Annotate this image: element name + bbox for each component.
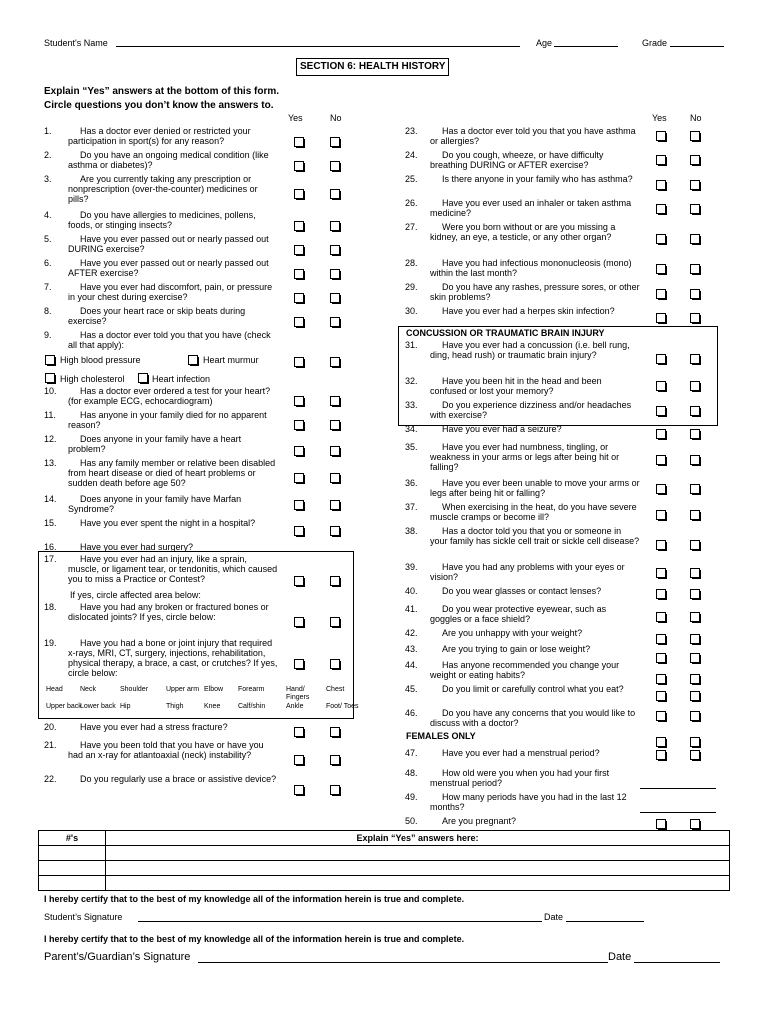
question-number: 11. — [44, 410, 56, 420]
parent-signature-field[interactable] — [198, 962, 608, 963]
no-checkbox[interactable] — [330, 755, 340, 765]
table-cell[interactable] — [39, 861, 106, 876]
question-text: Has a doctor told you that you or someone in your family has sickle cell trait or sickle cell disease? — [430, 526, 640, 546]
body-part-option[interactable]: Forearm — [238, 686, 265, 693]
question-text: Has a doctor ever told you that you have asthma or allergies? — [430, 126, 636, 146]
yes-checkbox[interactable] — [656, 204, 666, 214]
no-checkbox[interactable] — [690, 429, 700, 439]
question-text: Were you born without or are you missing a kidney, an eye, a testicle, or any other organ? — [430, 222, 616, 242]
question-number: 15. — [44, 518, 57, 528]
no-checkbox[interactable] — [330, 317, 340, 327]
question-number: 45. — [405, 684, 418, 694]
no-checkbox[interactable] — [330, 785, 340, 795]
question-number: 46. — [405, 708, 418, 718]
intro-line-1: Explain “Yes” answers at the bottom of this form. — [44, 86, 280, 97]
body-part-option[interactable]: Foot/ Toes — [326, 703, 359, 710]
question-text: Are you pregnant? — [442, 816, 517, 826]
yes-checkbox[interactable] — [294, 317, 304, 327]
table-row[interactable] — [39, 876, 730, 891]
parent-date-field[interactable] — [634, 962, 720, 963]
question-text: Is there anyone in your family who has asthma? — [442, 174, 633, 184]
body-part-option[interactable]: Ankle — [286, 703, 304, 710]
question-text: Do you regularly use a brace or assistive device? — [80, 774, 277, 784]
question-number: 32. — [405, 376, 418, 386]
question-number: 49. — [405, 792, 418, 802]
no-checkbox[interactable] — [690, 204, 700, 214]
question-text: How old were you when you had your first menstrual period? — [430, 768, 610, 788]
question-number: 17. — [44, 554, 57, 564]
question-number: 4. — [44, 210, 52, 220]
certify-statement-1: I hereby certify that to the best of my knowledge all of the information herein is true and complete. — [44, 894, 465, 904]
yes-checkbox[interactable] — [656, 313, 666, 323]
yes-checkbox[interactable] — [294, 785, 304, 795]
intro-line-2: Circle questions you don’t know the answers to. — [44, 100, 274, 111]
yes-checkbox[interactable] — [294, 500, 304, 510]
yes-checkbox[interactable] — [294, 221, 304, 231]
question-text: Do you wear protective eyewear, such as goggles or a face shield? — [430, 604, 607, 624]
yes-checkbox[interactable] — [656, 819, 666, 829]
question-text: Do you cough, wheeze, or have difficulty breathing DURING or AFTER exercise? — [430, 150, 604, 170]
question-text: Have you ever had a herpes skin infection? — [442, 306, 615, 316]
no-checkbox[interactable] — [330, 357, 340, 367]
question-text: Does anyone in your family have Marfan Syndrome? — [68, 494, 242, 514]
body-part-option[interactable]: Upper back — [46, 703, 82, 710]
no-checkbox[interactable] — [330, 446, 340, 456]
yes-checkbox[interactable] — [294, 727, 304, 737]
no-checkbox[interactable] — [330, 500, 340, 510]
question-text: Has a doctor ever ordered a test for your heart? (for example ECG, echocardiogram) — [68, 386, 271, 406]
no-checkbox[interactable] — [690, 234, 700, 244]
body-part-option[interactable]: Elbow — [204, 686, 224, 693]
yes-checkbox[interactable] — [294, 293, 304, 303]
question-text: Does your heart race or skip beats during exercise? — [68, 306, 246, 326]
question-text: Have you ever had a seizure? — [442, 424, 562, 434]
student-name-field[interactable] — [116, 46, 520, 47]
question-number: 18. — [44, 602, 57, 612]
no-checkbox[interactable] — [690, 750, 700, 760]
yes-checkbox[interactable] — [294, 245, 304, 255]
no-checkbox[interactable] — [690, 484, 700, 494]
yes-checkbox[interactable] — [656, 429, 666, 439]
question-text: Have you ever had surgery? — [80, 542, 194, 552]
heart-murmur-checkbox[interactable] — [188, 355, 198, 365]
question-number: 48. — [405, 768, 418, 778]
student-signature-label: Student’s Signature — [44, 912, 123, 922]
yes-checkbox[interactable] — [294, 357, 304, 367]
yes-checkbox[interactable] — [656, 484, 666, 494]
question-number: 33. — [405, 400, 418, 410]
no-checkbox[interactable] — [690, 131, 700, 141]
no-checkbox[interactable] — [690, 540, 700, 550]
question-text: Have you been told that you have or have you had an x-ray for atlantoaxial (neck) instability? — [68, 740, 264, 760]
body-part-option[interactable]: Thigh — [166, 703, 184, 710]
no-checkbox[interactable] — [690, 313, 700, 323]
body-part-option[interactable]: Hand/ Fingers — [286, 686, 310, 701]
no-checkbox[interactable] — [330, 137, 340, 147]
question-number: 20. — [44, 722, 57, 732]
question-number: 43. — [405, 644, 418, 654]
no-checkbox[interactable] — [690, 674, 700, 684]
body-part-option[interactable]: Lower back — [80, 703, 116, 710]
question-text: Have you ever passed out or nearly passed out DURING exercise? — [68, 234, 269, 254]
question-number: 6. — [44, 258, 52, 268]
body-part-option[interactable]: Hip — [120, 703, 131, 710]
yes-header-left: Yes — [288, 113, 303, 123]
explain-col-numbers: #'s — [39, 831, 106, 846]
no-checkbox[interactable] — [330, 161, 340, 171]
question-number: 23. — [405, 126, 418, 136]
question-text: Have you ever had a stress fracture? — [80, 722, 228, 732]
no-checkbox[interactable] — [330, 396, 340, 406]
yes-checkbox[interactable] — [656, 737, 666, 747]
yes-checkbox[interactable] — [294, 161, 304, 171]
no-checkbox[interactable] — [690, 264, 700, 274]
question-number: 35. — [405, 442, 418, 452]
question-text: Has a doctor ever denied or restricted your participation in sport(s) for any reason? — [68, 126, 251, 146]
question-text: Have you ever had a menstrual period? — [442, 748, 600, 758]
yes-header-right: Yes — [652, 113, 667, 123]
no-checkbox[interactable] — [690, 634, 700, 644]
age-field[interactable] — [554, 46, 618, 47]
no-checkbox[interactable] — [690, 455, 700, 465]
question-text: Do you wear glasses or contact lenses? — [442, 586, 602, 596]
yes-checkbox[interactable] — [294, 526, 304, 536]
no-checkbox[interactable] — [690, 819, 700, 829]
student-name-label: Student's Name — [44, 38, 108, 48]
yes-checkbox[interactable] — [656, 711, 666, 721]
question-text: Are you currently taking any prescription or nonprescription (over-the-counter) medicines or pills? — [68, 174, 258, 204]
question-number: 16. — [44, 542, 57, 552]
section-title: SECTION 6: HEALTH HISTORY — [296, 58, 449, 76]
no-checkbox[interactable] — [690, 589, 700, 599]
question-text: Do you have allergies to medicines, pollens, foods, or stinging insects? — [68, 210, 256, 230]
concussion-header: CONCUSSION OR TRAUMATIC BRAIN INJURY — [406, 328, 605, 338]
question-number: 2. — [44, 150, 52, 160]
high-bp-label: High blood pressure — [60, 355, 141, 365]
yes-checkbox[interactable] — [294, 189, 304, 199]
question-text: Do you have an ongoing medical condition (like asthma or diabetes)? — [68, 150, 269, 170]
yes-checkbox[interactable] — [656, 510, 666, 520]
grade-label: Grade — [642, 38, 668, 48]
no-checkbox[interactable] — [330, 269, 340, 279]
table-cell[interactable] — [106, 861, 730, 876]
table-row[interactable] — [39, 846, 730, 861]
table-cell[interactable] — [39, 846, 106, 861]
question-text: Are you unhappy with your weight? — [442, 628, 583, 638]
question-number: 13. — [44, 458, 57, 468]
question-text: Have you had any broken or fractured bones or dislocated joints? If yes, circle below: — [68, 602, 269, 622]
body-part-option[interactable]: Upper arm — [166, 686, 200, 693]
no-checkbox[interactable] — [690, 711, 700, 721]
question-number: 5. — [44, 234, 52, 244]
explain-header-row — [39, 831, 730, 846]
question-number: 30. — [405, 306, 418, 316]
question-text: Do you limit or carefully control what you eat? — [442, 684, 624, 694]
yes-checkbox[interactable] — [656, 131, 666, 141]
age-label: Age — [536, 38, 553, 48]
question-number: 19. — [44, 638, 57, 648]
question-text: Have you had a bone or joint injury that required x-rays, MRI, CT, surgery, injections, rehabilitation, physical therapy, a brace, a cast, or crutches? If yes, circle below: — [68, 638, 278, 678]
question-number: 26. — [405, 198, 418, 208]
student-signature-field[interactable] — [138, 921, 542, 922]
question-number: 7. — [44, 282, 52, 292]
question-text: Have you ever had a concussion (i.e. bell rung, ding, head rush) or traumatic brain injury? — [430, 340, 630, 360]
question-text: Has anyone in your family died for no apparent reason? — [68, 410, 267, 430]
question-text: Have you ever been unable to move your arms or legs after being hit or falling? — [430, 478, 640, 498]
no-checkbox[interactable] — [690, 180, 700, 190]
yes-checkbox[interactable] — [656, 568, 666, 578]
yes-checkbox[interactable] — [294, 396, 304, 406]
yes-checkbox[interactable] — [656, 264, 666, 274]
question-number: 3. — [44, 174, 52, 184]
question-number: 21. — [44, 740, 57, 750]
no-checkbox[interactable] — [690, 510, 700, 520]
question-number: 42. — [405, 628, 418, 638]
high-bp-checkbox[interactable] — [45, 355, 55, 365]
yes-checkbox[interactable] — [656, 289, 666, 299]
high-chol-checkbox[interactable] — [45, 373, 55, 383]
question-text: Have you had infectious mononucleosis (mono) within the last month? — [430, 258, 632, 278]
question-text: Have you ever had an injury, like a sprain, muscle, or ligament tear, or tendonitis, which caused you to miss a Practice or Contest? — [68, 554, 278, 584]
no-checkbox[interactable] — [690, 155, 700, 165]
no-checkbox[interactable] — [690, 568, 700, 578]
question-number: 29. — [405, 282, 418, 292]
heart-infection-label: Heart infection — [152, 374, 211, 384]
yes-checkbox[interactable] — [656, 455, 666, 465]
certify-statement-2: I hereby certify that to the best of my knowledge all of the information herein is true and complete. — [44, 934, 465, 944]
yes-checkbox[interactable] — [294, 446, 304, 456]
question-number: 38. — [405, 526, 418, 536]
question-number: 28. — [405, 258, 418, 268]
no-checkbox[interactable] — [690, 737, 700, 747]
no-checkbox[interactable] — [330, 526, 340, 536]
question-text: Have you been hit in the head and been confused or lost your memory? — [430, 376, 602, 396]
question-number: 37. — [405, 502, 418, 512]
yes-checkbox[interactable] — [656, 674, 666, 684]
explain-table — [38, 830, 730, 891]
question-number: 36. — [405, 478, 418, 488]
yes-checkbox[interactable] — [656, 691, 666, 701]
question-number: 31. — [405, 340, 418, 350]
yes-checkbox[interactable] — [656, 234, 666, 244]
no-checkbox[interactable] — [690, 653, 700, 663]
question-text: Have you had any problems with your eyes or vision? — [430, 562, 625, 582]
body-part-option[interactable]: Head — [46, 686, 63, 693]
yes-checkbox[interactable] — [294, 269, 304, 279]
question-number: 25. — [405, 174, 418, 184]
question-text: Have you ever passed out or nearly passed out AFTER exercise? — [68, 258, 269, 278]
question-number: 39. — [405, 562, 418, 572]
heart-infection-checkbox[interactable] — [138, 373, 148, 383]
question-number: 9. — [44, 330, 52, 340]
question-number: 47. — [405, 748, 418, 758]
question-text: Do you have any rashes, pressure sores, or other skin problems? — [430, 282, 640, 302]
table-row[interactable] — [39, 861, 730, 876]
yes-checkbox[interactable] — [656, 612, 666, 622]
q49-answer-field[interactable] — [640, 812, 716, 813]
grade-field[interactable] — [670, 46, 724, 47]
parent-date-label: Date — [608, 951, 632, 963]
no-checkbox[interactable] — [330, 189, 340, 199]
table-cell[interactable] — [106, 876, 730, 891]
body-part-option[interactable]: Chest — [326, 686, 345, 693]
no-checkbox[interactable] — [330, 473, 340, 483]
explain-col-text: Explain “Yes” answers here: — [106, 831, 730, 846]
high-chol-label: High cholesterol — [60, 374, 125, 384]
yes-checkbox[interactable] — [656, 540, 666, 550]
no-header-left: No — [330, 113, 342, 123]
no-checkbox[interactable] — [330, 245, 340, 255]
question-text: How many periods have you had in the last 12 months? — [430, 792, 627, 812]
question-text: Has anyone recommended you change your weight or eating habits? — [430, 660, 620, 680]
question-number: 10. — [44, 386, 57, 396]
body-part-option[interactable]: Shoulder — [120, 686, 149, 693]
question-number: 12. — [44, 434, 57, 444]
student-date-label: Date — [544, 912, 564, 922]
body-part-option[interactable]: Neck — [80, 686, 96, 693]
yes-checkbox[interactable] — [294, 420, 304, 430]
heart-murmur-label: Heart murmur — [203, 355, 259, 365]
no-checkbox[interactable] — [330, 221, 340, 231]
concussion-box — [398, 326, 718, 426]
question-text: Does anyone in your family have a heart problem? — [68, 434, 242, 454]
table-cell[interactable] — [39, 876, 106, 891]
yes-checkbox[interactable] — [656, 750, 666, 760]
yes-checkbox[interactable] — [294, 473, 304, 483]
question-number: 1. — [44, 126, 52, 136]
question-text: Do you experience dizziness and/or headaches with exercise? — [430, 400, 632, 420]
question-number: 44. — [405, 660, 418, 670]
body-part-option[interactable]: Knee — [204, 703, 221, 710]
parent-signature-label: Parent’s/Guardian’s Signature — [44, 951, 191, 963]
yes-checkbox[interactable] — [656, 653, 666, 663]
q48-answer-field[interactable] — [640, 788, 716, 789]
question-text: When exercising in the heat, do you have severe muscle cramps or become ill? — [430, 502, 637, 522]
no-checkbox[interactable] — [330, 727, 340, 737]
question-number: 8. — [44, 306, 52, 316]
question-number: 14. — [44, 494, 57, 504]
question-number: 50. — [405, 816, 418, 826]
yes-checkbox[interactable] — [294, 755, 304, 765]
question-number: 41. — [405, 604, 418, 614]
yes-checkbox[interactable] — [656, 180, 666, 190]
question-number: 22. — [44, 774, 57, 784]
question-text: Have you ever had discomfort, pain, or pressure in your chest during exercise? — [68, 282, 273, 302]
question-text: Have you ever spent the night in a hospital? — [80, 518, 256, 528]
no-header-right: No — [690, 113, 702, 123]
question-text: Do you have any concerns that you would like to discuss with a doctor? — [430, 708, 636, 728]
question-number: 24. — [405, 150, 418, 160]
student-date-field[interactable] — [566, 921, 644, 922]
no-checkbox[interactable] — [690, 612, 700, 622]
question-number: 40. — [405, 586, 418, 596]
yes-checkbox[interactable] — [656, 155, 666, 165]
no-checkbox[interactable] — [690, 691, 700, 701]
question-text: Have you ever used an inhaler or taken asthma medicine? — [430, 198, 632, 218]
yes-checkbox[interactable] — [656, 589, 666, 599]
table-cell[interactable] — [106, 846, 730, 861]
yes-checkbox[interactable] — [656, 634, 666, 644]
no-checkbox[interactable] — [690, 289, 700, 299]
body-part-option[interactable]: Calf/shin — [238, 703, 266, 710]
question-number: 34. — [405, 424, 418, 434]
yes-checkbox[interactable] — [294, 137, 304, 147]
question-text: Are you trying to gain or lose weight? — [442, 644, 591, 654]
question-text: Has a doctor ever told you that you have (check all that apply): — [68, 330, 271, 350]
no-checkbox[interactable] — [330, 293, 340, 303]
question-text: Has any family member or relative been disabled from heart disease or died of heart problems or sudden death before age 50? — [68, 458, 276, 488]
question-number: 27. — [405, 222, 418, 232]
q17-note: If yes, circle affected area below: — [70, 590, 201, 600]
no-checkbox[interactable] — [330, 420, 340, 430]
females-header: FEMALES ONLY — [406, 731, 476, 741]
question-text: Have you ever had numbness, tingling, or weakness in your arms or legs after being hit or falling? — [430, 442, 620, 472]
